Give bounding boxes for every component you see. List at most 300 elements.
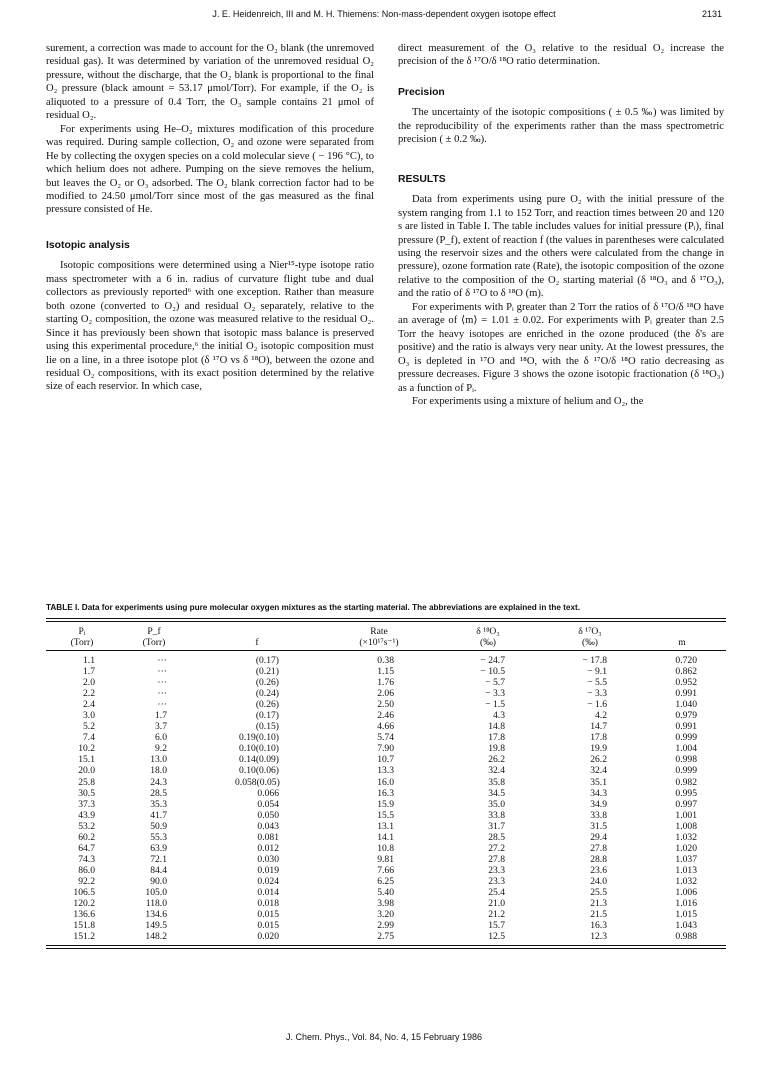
cell-value: 34.3	[590, 787, 607, 799]
cell-value: 32.4	[488, 765, 505, 777]
table-header	[46, 622, 726, 651]
cell-d18o3	[434, 688, 542, 699]
cell-value: 23.3	[488, 864, 505, 876]
cell-value: 14.7	[590, 721, 607, 733]
cell-rate	[324, 810, 434, 821]
cell-value: 0.015	[257, 909, 279, 921]
cell-f	[190, 732, 324, 743]
cell-pf	[118, 920, 190, 931]
table-row	[46, 843, 726, 854]
cell-value: 15.1	[78, 754, 95, 766]
cell-pf	[118, 777, 190, 788]
cell-d18o3	[434, 651, 542, 666]
cell-rate	[324, 843, 434, 854]
cell-d18o3	[434, 721, 542, 732]
cell-value: ···	[157, 677, 167, 689]
cell-value: 0.999	[675, 765, 697, 777]
cell-value: 27.2	[488, 842, 505, 854]
cell-rate	[324, 666, 434, 677]
cell-pi	[46, 666, 118, 677]
cell-d18o3	[434, 909, 542, 920]
cell-d18o3	[434, 777, 542, 788]
cell-d18o3	[434, 732, 542, 743]
cell-value: 53.2	[78, 820, 95, 832]
cell-value: 0.014	[257, 886, 279, 898]
cell-value: 1.7	[155, 710, 167, 722]
cell-d17o3	[542, 832, 638, 843]
cell-value: 35.3	[150, 798, 167, 810]
cell-value: 2.06	[377, 688, 394, 700]
cell-pf	[118, 799, 190, 810]
cell-value: 1.76	[377, 677, 394, 689]
cell-value: 55.3	[150, 831, 167, 843]
table-row	[46, 920, 726, 931]
cell-pf	[118, 666, 190, 677]
cell-value: 31.5	[590, 820, 607, 832]
cell-value: 0.988	[675, 931, 697, 943]
cell-rate	[324, 898, 434, 909]
cell-value: 34.9	[590, 798, 607, 810]
paragraph: direct measurement of the O₃ relative to the residual O₂ increase the precision of the δ ¹⁷O/δ ¹⁸O ratio determination.	[398, 43, 724, 68]
cell-value: 12.5	[488, 931, 505, 943]
paragraph: Data from experiments using pure O₂ with the initial pressure of the system ranging from 1.1 to 152 Torr, and reaction times between 20 and 120 s are listed in Table I. The table includes values for initial pressure (Pᵢ), final pressure (P_f), extent of reaction f (the values in parentheses were calculated using the reservoir sizes and the others were calculated from the change in pressure), ozone formation rate (Rate), the isotopic composition of the ozone relative to the composition of the O₂ starting material (δ ¹⁸O₃ and δ ¹⁷O₃), and the ratio of δ ¹⁷O to δ ¹⁸O (m).	[398, 194, 724, 300]
cell-f	[190, 743, 324, 754]
header-pi: Pᵢ	[78, 626, 86, 637]
cell-value: 0.19(0.10)	[239, 732, 279, 744]
cell-value: 21.2	[488, 909, 505, 921]
cell-value: 17.8	[488, 732, 505, 744]
cell-pf	[118, 821, 190, 832]
cell-value: 0.14(0.09)	[239, 754, 279, 766]
cell-pf	[118, 754, 190, 765]
cell-value: 134.6	[145, 909, 167, 921]
cell-value: 9.2	[155, 743, 167, 755]
cell-f	[190, 832, 324, 843]
cell-value: 0.991	[675, 721, 697, 733]
table-caption: TABLE I. Data for experiments using pure molecular oxygen mixtures as the starting material. The abbreviations are explained in the text.	[46, 603, 581, 612]
cell-d17o3	[542, 677, 638, 688]
cell-f	[190, 688, 324, 699]
table-row	[46, 732, 726, 743]
cell-value: 63.9	[150, 842, 167, 854]
cell-value: 1.032	[675, 831, 697, 843]
cell-f	[190, 843, 324, 854]
cell-m	[638, 710, 726, 721]
cell-value: 0.054	[257, 798, 279, 810]
cell-value: 86.0	[78, 864, 95, 876]
cell-f	[190, 799, 324, 810]
cell-d18o3	[434, 854, 542, 865]
cell-pi	[46, 898, 118, 909]
data-table-container	[46, 618, 726, 949]
cell-rate	[324, 832, 434, 843]
cell-value: 0.018	[257, 898, 279, 910]
cell-m	[638, 732, 726, 743]
cell-rate	[324, 865, 434, 876]
cell-f	[190, 677, 324, 688]
cell-value: (0.26)	[255, 677, 279, 689]
paragraph: For experiments with Pᵢ greater than 2 Torr the ratios of δ ¹⁷O/δ ¹⁸O have an average of ⟨m⟩ = 1.01 ± 0.02. For experiments with Pᵢ greater than 2.5 Torr the heavy isotopes are enriched in the ozone produced (the δ's are positive) and the ratio is always very near unity. At the lowest pressures, the O₃ is depleted in ¹⁷O and ¹⁸O, with the δ ¹⁷O/δ ¹⁸O ratio decreasing as pressure decreases. Figure 3 shows the ozone isotopic fractionation (δ ¹⁸O₃) as a function of Pᵢ.	[398, 301, 724, 394]
paragraph: For experiments using a mixture of helium and O₂, the	[412, 395, 644, 407]
cell-value: 25.4	[488, 886, 505, 898]
cell-rate	[324, 799, 434, 810]
cell-value: 32.4	[590, 765, 607, 777]
cell-value: 28.8	[590, 853, 607, 865]
cell-value: 19.8	[488, 743, 505, 755]
cell-rate	[324, 854, 434, 865]
cell-f	[190, 854, 324, 865]
cell-value: 0.020	[257, 931, 279, 943]
cell-d18o3	[434, 920, 542, 931]
cell-value: 106.5	[73, 886, 95, 898]
journal-footer: J. Chem. Phys., Vol. 84, No. 4, 15 February 1986	[285, 1032, 483, 1042]
cell-value: 28.5	[488, 831, 505, 843]
cell-value: 0.10(0.06)	[239, 765, 279, 777]
table-row	[46, 651, 726, 666]
cell-value: 12.3	[590, 931, 607, 943]
cell-d18o3	[434, 799, 542, 810]
cell-value: 120.2	[73, 898, 95, 910]
cell-pi	[46, 721, 118, 732]
cell-rate	[324, 721, 434, 732]
cell-f	[190, 754, 324, 765]
cell-pf	[118, 732, 190, 743]
cell-value: 27.8	[590, 842, 607, 854]
cell-value: 6.0	[155, 732, 167, 744]
cell-pf	[118, 898, 190, 909]
cell-value: 10.7	[377, 754, 394, 766]
table-row	[46, 876, 726, 887]
cell-rate	[324, 765, 434, 776]
cell-pf	[118, 909, 190, 920]
cell-d17o3	[542, 810, 638, 821]
cell-pf	[118, 710, 190, 721]
cell-value: 23.3	[488, 875, 505, 887]
cell-value: 2.4	[83, 699, 95, 711]
cell-f	[190, 920, 324, 931]
cell-value: 0.043	[257, 820, 279, 832]
cell-value: 90.0	[150, 875, 167, 887]
cell-pi	[46, 765, 118, 776]
table-row	[46, 788, 726, 799]
paragraph: surement, a correction was made to account for the O₂ blank (the unremoved residual gas). It was determined by variation of the unremoved residual O₂ pressure, without the discharge, that the O₂ blank is proportional to the final O₂ pressure (black amount = 53.17 μmol/Torr). For example, if the O₂ is aliquoted to a pressure of 0.4 Torr, the O₃ sample contains 21 μmol of residual O₂.	[46, 43, 374, 122]
table-row	[46, 754, 726, 765]
cell-value: (0.26)	[255, 699, 279, 711]
cell-value: − 17.8	[582, 655, 607, 666]
cell-value: 74.3	[78, 853, 95, 865]
cell-value: 3.0	[83, 710, 95, 722]
cell-value: ···	[157, 666, 167, 678]
cell-value: 34.5	[488, 787, 505, 799]
cell-value: 31.7	[488, 820, 505, 832]
cell-m	[638, 788, 726, 799]
cell-m	[638, 832, 726, 843]
table-row	[46, 909, 726, 920]
cell-d17o3	[542, 721, 638, 732]
cell-rate	[324, 777, 434, 788]
cell-value: 1.006	[675, 886, 697, 898]
cell-pf	[118, 765, 190, 776]
table-row	[46, 699, 726, 710]
cell-value: 92.2	[78, 875, 95, 887]
cell-pi	[46, 677, 118, 688]
cell-value: 0.720	[675, 655, 697, 666]
cell-value: − 5.7	[485, 677, 505, 689]
cell-d18o3	[434, 898, 542, 909]
cell-value: 13.0	[150, 754, 167, 766]
cell-value: 17.8	[590, 732, 607, 744]
cell-value: 151.8	[73, 920, 95, 932]
cell-f	[190, 788, 324, 799]
cell-rate	[324, 887, 434, 898]
cell-value: 28.5	[150, 787, 167, 799]
cell-value: 118.0	[145, 898, 167, 910]
running-title: J. E. Heidenreich, III and M. H. Thiemens: Non-mass-dependent oxygen isotope effect	[212, 9, 556, 19]
table-bottom-rule	[46, 945, 726, 949]
cell-pi	[46, 777, 118, 788]
cell-d18o3	[434, 821, 542, 832]
cell-f	[190, 931, 324, 942]
cell-pi	[46, 821, 118, 832]
cell-m	[638, 777, 726, 788]
cell-value: 25.8	[78, 776, 95, 788]
cell-value: 14.8	[488, 721, 505, 733]
cell-value: ···	[157, 699, 167, 711]
table-row	[46, 931, 726, 942]
cell-d17o3	[542, 765, 638, 776]
cell-value: 3.7	[155, 721, 167, 733]
cell-value: 1.016	[675, 898, 697, 910]
cell-value: 0.058(0.05)	[235, 776, 280, 788]
cell-pi	[46, 788, 118, 799]
cell-pi	[46, 909, 118, 920]
cell-f	[190, 699, 324, 710]
cell-value: 15.9	[377, 798, 394, 810]
cell-d18o3	[434, 887, 542, 898]
cell-m	[638, 909, 726, 920]
cell-rate	[324, 651, 434, 666]
section-heading-isotopic-analysis: Isotopic analysis	[46, 239, 130, 251]
cell-value: − 5.5	[587, 677, 607, 689]
header-f	[190, 622, 324, 637]
cell-value: 14.1	[377, 831, 394, 843]
cell-value: 26.2	[590, 754, 607, 766]
cell-pf	[118, 876, 190, 887]
cell-value: 1.001	[675, 809, 697, 821]
cell-value: 6.25	[377, 875, 394, 887]
cell-value: 26.2	[488, 754, 505, 766]
header-d18o3: δ ¹⁸O₃	[476, 626, 500, 637]
cell-d18o3	[434, 743, 542, 754]
table-header-row-bottom	[46, 637, 726, 648]
cell-value: 1.15	[377, 666, 394, 678]
cell-d17o3	[542, 777, 638, 788]
cell-d17o3	[542, 843, 638, 854]
cell-value: 16.0	[377, 776, 394, 788]
table-header-row-top	[46, 622, 726, 637]
cell-rate	[324, 754, 434, 765]
table-row	[46, 854, 726, 865]
cell-value: 24.3	[150, 776, 167, 788]
cell-value: − 1.5	[485, 699, 505, 711]
cell-d18o3	[434, 699, 542, 710]
cell-value: 7.90	[377, 743, 394, 755]
cell-value: 151.2	[73, 931, 95, 943]
paragraph: The uncertainty of the isotopic compositions ( ± 0.5 ‰) was limited by the reproducibility of the experiments rather than the mass spectrometric precision ( ± 0.2 ‰).	[398, 107, 724, 146]
cell-value: 20.0	[78, 765, 95, 777]
cell-d17o3	[542, 920, 638, 931]
cell-value: 1.015	[675, 909, 697, 921]
cell-pf	[118, 887, 190, 898]
table-row	[46, 898, 726, 909]
cell-rate	[324, 931, 434, 942]
cell-value: 25.5	[590, 886, 607, 898]
cell-pi	[46, 651, 118, 666]
cell-value: 1.032	[675, 875, 697, 887]
cell-d18o3	[434, 666, 542, 677]
cell-value: (0.15)	[255, 721, 279, 733]
cell-value: − 3.3	[587, 688, 607, 700]
cell-value: 2.0	[83, 677, 95, 689]
cell-rate	[324, 821, 434, 832]
cell-f	[190, 865, 324, 876]
cell-value: 0.982	[675, 776, 697, 788]
cell-d17o3	[542, 651, 638, 666]
header-pf-unit: (Torr)	[142, 637, 166, 648]
cell-value: 0.066	[257, 787, 279, 799]
cell-pi	[46, 843, 118, 854]
cell-m	[638, 920, 726, 931]
cell-value: 33.8	[590, 809, 607, 821]
cell-value: 33.8	[488, 809, 505, 821]
cell-d18o3	[434, 865, 542, 876]
cell-value: − 10.5	[480, 666, 505, 678]
section-heading-precision: Precision	[398, 86, 445, 98]
cell-value: 0.991	[675, 688, 697, 700]
cell-value: (0.17)	[255, 655, 279, 666]
cell-d18o3	[434, 754, 542, 765]
cell-pf	[118, 810, 190, 821]
cell-m	[638, 677, 726, 688]
cell-m	[638, 887, 726, 898]
cell-value: (0.24)	[255, 688, 279, 700]
cell-m	[638, 843, 726, 854]
cell-pf	[118, 651, 190, 666]
cell-value: 149.5	[145, 920, 167, 932]
cell-value: 0.979	[675, 710, 697, 722]
cell-rate	[324, 920, 434, 931]
header-d18o3-unit: (‰)	[480, 637, 496, 648]
table-row	[46, 710, 726, 721]
cell-f	[190, 810, 324, 821]
cell-value: 18.0	[150, 765, 167, 777]
cell-rate	[324, 699, 434, 710]
cell-value: 3.98	[377, 898, 394, 910]
cell-value: 21.3	[590, 898, 607, 910]
cell-value: 29.4	[590, 831, 607, 843]
cell-pf	[118, 743, 190, 754]
cell-pf	[118, 688, 190, 699]
cell-pi	[46, 931, 118, 942]
cell-d17o3	[542, 710, 638, 721]
cell-d17o3	[542, 898, 638, 909]
cell-m	[638, 765, 726, 776]
page-number: 2131	[701, 9, 722, 19]
cell-d18o3	[434, 832, 542, 843]
cell-d18o3	[434, 677, 542, 688]
cell-pi	[46, 732, 118, 743]
header-m-label: m	[678, 637, 686, 648]
cell-value: 136.6	[73, 909, 95, 921]
header-d17o3: δ ¹⁷O₃	[578, 626, 602, 637]
cell-f	[190, 721, 324, 732]
cell-value: 0.081	[257, 831, 279, 843]
cell-value: − 24.7	[480, 655, 505, 666]
table-row	[46, 688, 726, 699]
cell-pi	[46, 876, 118, 887]
cell-value: 13.3	[377, 765, 394, 777]
cell-value: 4.2	[595, 710, 607, 722]
cell-rate	[324, 909, 434, 920]
cell-value: − 9.1	[587, 666, 607, 678]
cell-f	[190, 777, 324, 788]
cell-f	[190, 765, 324, 776]
cell-value: 0.862	[675, 666, 697, 678]
cell-value: 50.9	[150, 820, 167, 832]
cell-value: 4.3	[493, 710, 505, 722]
cell-value: 23.6	[590, 864, 607, 876]
cell-f	[190, 710, 324, 721]
table-row	[46, 677, 726, 688]
cell-value: − 3.3	[485, 688, 505, 700]
cell-rate	[324, 876, 434, 887]
cell-value: 30.5	[78, 787, 95, 799]
paragraph: For experiments using He–O₂ mixtures modification of this procedure was required. During sample collection, O₂ and ozone were separated from He by collecting the oxygen species on a cold molecular sieve ( − 196 °C), to which helium does not adhere. Pumping on the sieve removes the helium, but leaves the O₂ or O₃ adsorbed. The O₂ blank correction factor had to be modified to 24.50 μmol/Torr since most of the gas measured as the final pressure consisted of He.	[46, 123, 374, 216]
cell-d17o3	[542, 688, 638, 699]
cell-pf	[118, 931, 190, 942]
cell-pi	[46, 810, 118, 821]
cell-pf	[118, 699, 190, 710]
cell-pi	[46, 699, 118, 710]
cell-value: 15.5	[377, 809, 394, 821]
cell-value: 0.024	[257, 875, 279, 887]
cell-value: 10.2	[78, 743, 95, 755]
cell-pf	[118, 854, 190, 865]
cell-value: 16.3	[590, 920, 607, 932]
section-heading-results: RESULTS	[398, 173, 446, 185]
cell-value: 72.1	[150, 853, 167, 865]
cell-value: 10.8	[377, 842, 394, 854]
cell-value: 105.0	[145, 886, 167, 898]
header-rate-unit: (×10¹⁷s⁻¹)	[359, 637, 399, 648]
cell-value: 15.7	[488, 920, 505, 932]
header-f-label: f	[255, 637, 259, 648]
header-pi-unit: (Torr)	[70, 637, 94, 648]
cell-pi	[46, 743, 118, 754]
cell-value: ···	[157, 688, 167, 700]
cell-m	[638, 810, 726, 821]
cell-pi	[46, 854, 118, 865]
cell-m	[638, 721, 726, 732]
cell-m	[638, 865, 726, 876]
cell-value: 1.037	[675, 853, 697, 865]
table-row	[46, 721, 726, 732]
cell-d17o3	[542, 666, 638, 677]
cell-value: 0.998	[675, 754, 697, 766]
cell-value: 16.3	[377, 787, 394, 799]
cell-rate	[324, 688, 434, 699]
header-d17o3-unit: (‰)	[582, 637, 598, 648]
